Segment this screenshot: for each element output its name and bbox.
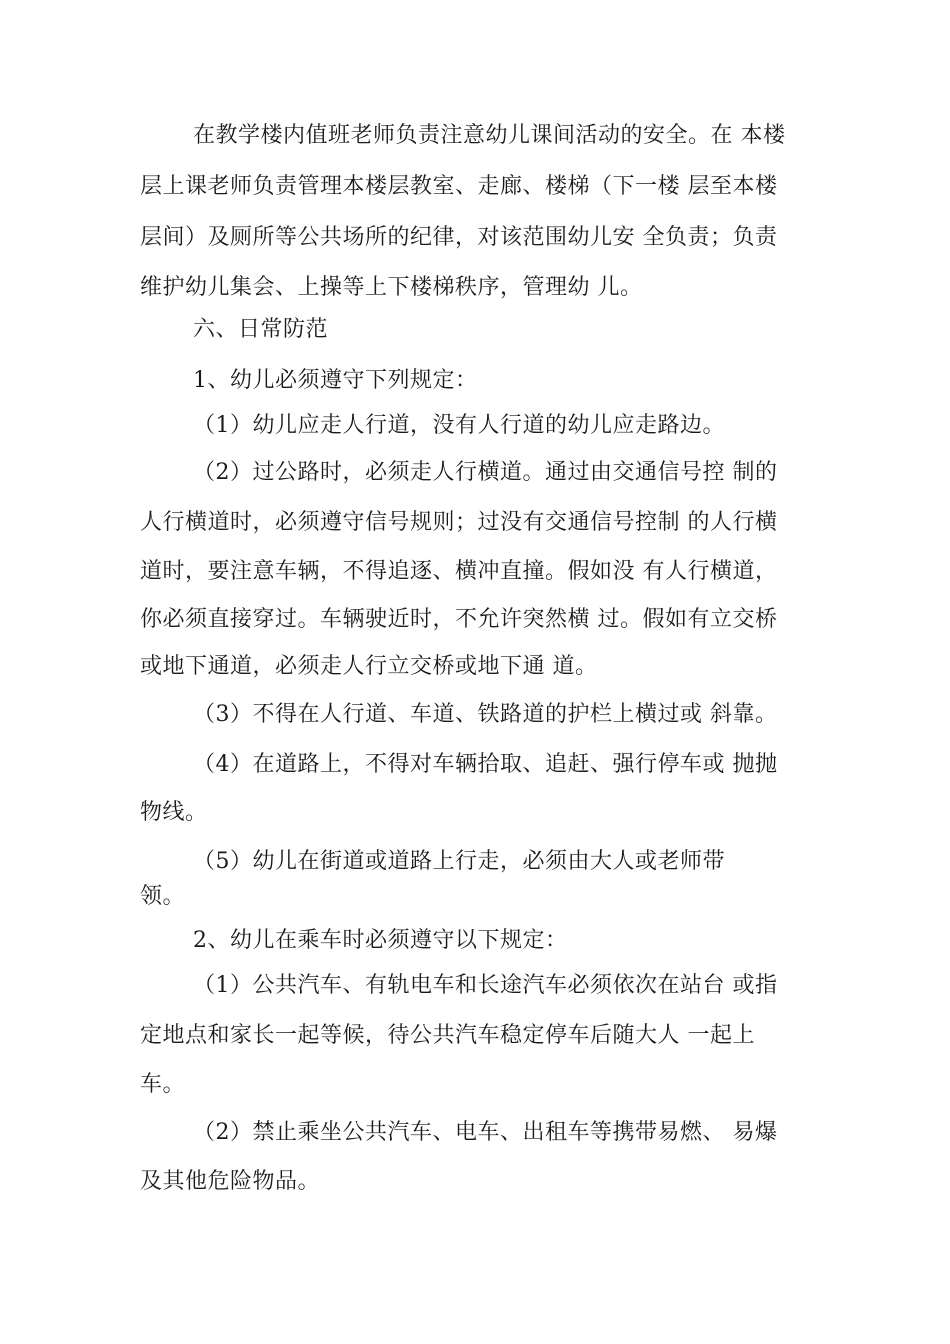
paragraph-line: （3）不得在人行道、车道、铁路道的护栏上横过或 斜靠。 <box>193 702 778 727</box>
paragraph-line: （4）在道路上，不得对车辆拾取、追赶、强行停车或 抛抛 <box>193 752 778 777</box>
paragraph-line: 或地下通道，必须走人行立交桥或地下通 道。 <box>140 654 598 679</box>
paragraph-line: 层间）及厕所等公共场所的纪律，对该范围幼儿安 全负责；负责 <box>140 225 778 250</box>
paragraph-line: 物线。 <box>140 800 208 825</box>
paragraph-line: 人行横道时，必须遵守信号规则；过没有交通信号控制 的人行横 <box>140 510 778 535</box>
paragraph-line: 层上课老师负责管理本楼层教室、走廊、楼梯（下一楼 层至本楼 <box>140 174 778 199</box>
paragraph-line: 你必须直接穿过。车辆驶近时，不允许突然横 过。假如有立交桥 <box>140 607 778 632</box>
section-heading: 六、日常防范 <box>193 317 329 342</box>
paragraph-line: 道时，要注意车辆，不得追逐、横冲直撞。假如没 有人行横道， <box>140 559 778 584</box>
paragraph-line: （5）幼儿在街道或道路上行走，必须由大人或老师带 <box>193 849 725 874</box>
paragraph-line: （1）公共汽车、有轨电车和长途汽车必须依次在站台 或指 <box>193 973 778 998</box>
subsection-heading: 1、幼儿必须遵守下列规定： <box>193 368 478 393</box>
paragraph-line: （2）过公路时，必须走人行横道。通过由交通信号控 制的 <box>193 460 778 485</box>
paragraph-line: （2）禁止乘坐公共汽车、电车、出租车等携带易燃、 易爆 <box>193 1120 778 1145</box>
paragraph-line: 车。 <box>140 1072 186 1097</box>
paragraph-line: 定地点和家长一起等候，待公共汽车稳定停车后随大人 一起上 <box>140 1023 755 1048</box>
paragraph-line: （1）幼儿应走人行道，没有人行道的幼儿应走路边。 <box>193 413 725 438</box>
paragraph-line: 维护幼儿集会、上操等上下楼梯秩序，管理幼 儿。 <box>140 275 643 300</box>
subsection-heading: 2、幼儿在乘车时必须遵守以下规定： <box>193 928 568 953</box>
paragraph-line: 领。 <box>140 884 186 909</box>
paragraph-line: 在教学楼内值班老师负责注意幼儿课间活动的安全。在 本楼 <box>193 123 786 148</box>
paragraph-line: 及其他危险物品。 <box>140 1169 321 1194</box>
